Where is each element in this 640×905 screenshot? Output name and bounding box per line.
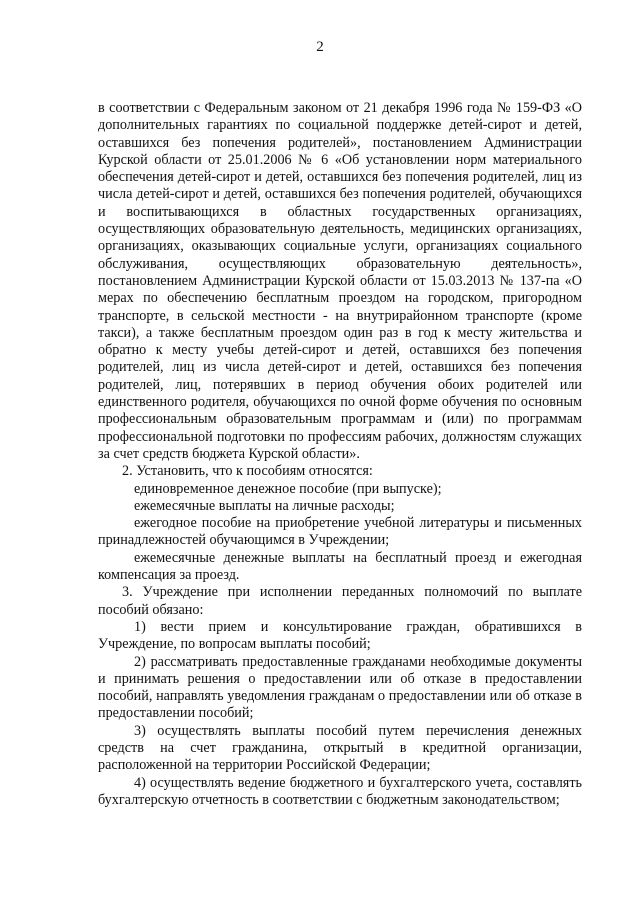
paragraph-item-2: 2. Установить, что к пособиям относятся:: [122, 463, 373, 480]
paragraph-allowance-monthly-personal: ежемесячные выплаты на личные расходы;: [134, 497, 395, 514]
paragraph-legal-basis: в соответствии с Федеральным законом от 21 декабря 1996 года № 159-ФЗ «О дополнительных гарантиях по социальной поддержке детей-сирот и детей, оставшихся без попечения родителей», постановлением Администрации Курской области от 25.01.2006 № 6 «Об установлении норм материального обеспечения детей-сирот и детей, оставшихся без попечения родителей, лиц из числа детей-сирот и детей, оставшихся без попечения родителей, обучающихся и воспитывающихся в областных государственных организациях, осуществляющих образовательную деятельность, медицинских организациях, организациях, оказывающих социальные услуги, организациях социального обслуживания, осуществляющих образовательную деятельность», постановлением Администрации Курской области от 15.03.2013 № 137-па «О мерах по обеспечению бесплатным проездом на городском, пригородном транспорте, в сельской местности - на внутрирайонном транспорте (кроме такси), а также бесплатным проездом один раз в год к месту жительства и обратно к месту учебы детей-сирот и детей, оставшихся без попечения родителей, лиц из числа детей-сирот и детей, оставшихся без попечения родителей, лиц, потерявших в период обучения обоих родителей или единственного родителя, обучающихся по очной форме обучения по основным профессиональным образовательным программам и (или) по программам профессиональной подготовки по профессиям рабочих, должностям служащих за счет средств бюджета Курской области».: [98, 100, 582, 462]
paragraph-item-3-1: 1) вести прием и консультирование граждан, обратившихся в Учреждение, по вопросам выплаты пособий;: [98, 618, 582, 653]
document-body: [98, 100, 582, 809]
paragraph-allowance-travel: ежемесячные денежные выплаты на бесплатный проезд и ежегодная компенсация за проезд.: [98, 549, 582, 584]
paragraph-allowance-annual-literature: ежегодное пособие на приобретение учебной литературы и письменных принадлежностей обучающимся в Учреждении;: [98, 515, 582, 549]
paragraph-item-3-4: 4) осуществлять ведение бюджетного и бухгалтерского учета, составлять бухгалтерскую отчетность в соответствии с бюджетным законодательством;: [98, 774, 582, 808]
page-number: 2: [316, 39, 324, 55]
paragraph-item-3-2: 2) рассматривать предоставленные гражданами необходимые документы и принимать решения о предоставлении или об отказе в предоставлении пособий, направлять уведомления гражданам о предоставлении или об отказе в предоставлении пособий;: [98, 653, 582, 722]
paragraph-allowance-one-time: единовременное денежное пособие (при выпуске);: [134, 480, 442, 497]
paragraph-item-3: 3. Учреждение при исполнении переданных полномочий по выплате пособий обязано:: [98, 584, 582, 618]
paragraph-item-3-3: 3) осуществлять выплаты пособий путем перечисления денежных средств на счет гражданина, открытый в кредитной организации, расположенной на территории Российской Федерации;: [98, 722, 582, 774]
